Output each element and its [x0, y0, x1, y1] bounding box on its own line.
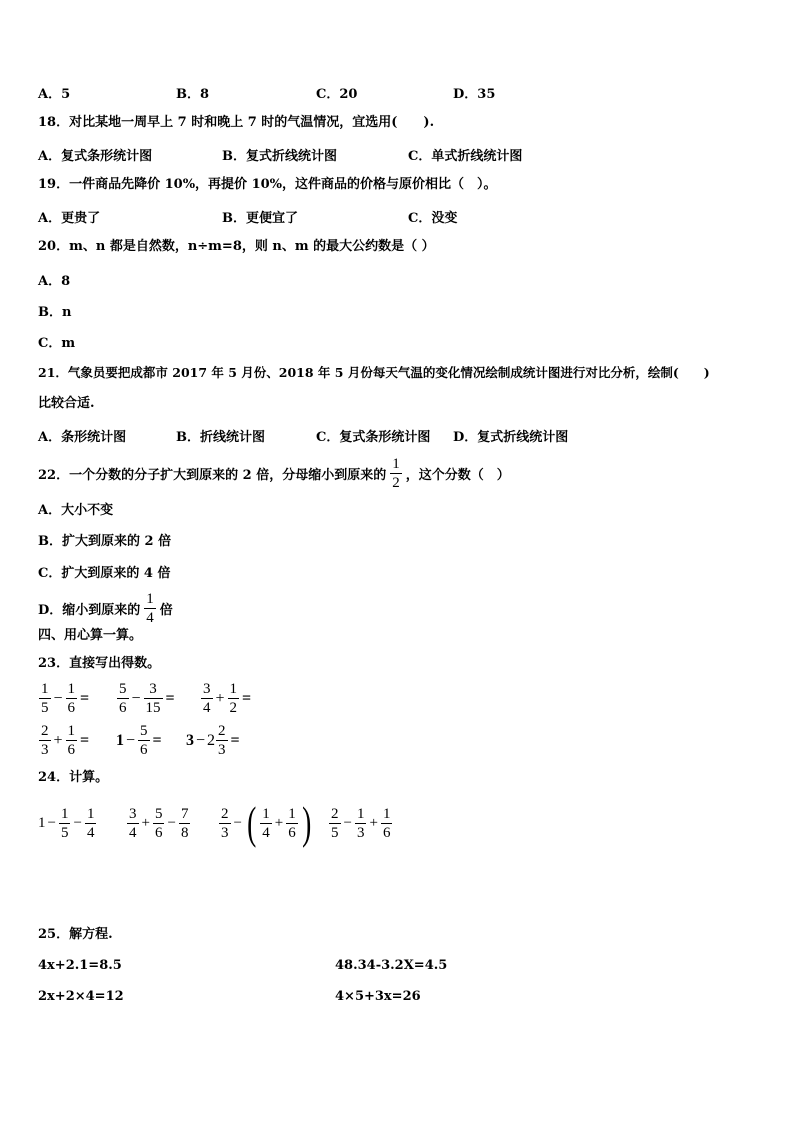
fraction-numerator: 1 [60, 806, 69, 822]
q18-option-c: C．单式折线统计图 [408, 149, 523, 164]
q18-question: 18．对比某地一周早上 7 时和晚上 7 时的气温情况，宜选用( ). [38, 115, 435, 130]
equals-sign: = [165, 689, 175, 707]
q22-option-d [38, 590, 173, 627]
operator: + [53, 731, 63, 749]
q23-expr-5 [116, 722, 164, 759]
whole-number: 1 [38, 815, 46, 831]
fraction-numerator: 5 [154, 806, 163, 822]
q22-fraction [390, 455, 402, 492]
fraction-numerator: 5 [119, 681, 127, 697]
section-heading: 四、用心算一算。 [38, 628, 143, 643]
fraction-denominator: 5 [41, 700, 49, 716]
q17-option-c: C．20 [316, 87, 358, 102]
q22-option-d-before: D．缩小到原来的 [38, 603, 141, 618]
fraction-denominator: 2 [392, 475, 400, 491]
q22-question [38, 455, 510, 492]
fraction-denominator: 4 [129, 825, 137, 841]
fraction-denominator: 3 [356, 825, 365, 841]
fraction-numerator: 1 [67, 681, 76, 697]
q21-option-d: D．复式折线统计图 [453, 430, 569, 445]
q19-question: 19．一件商品先降价 10%，再提价 10%，这件商品的价格与原价相比（ ）。 [38, 177, 497, 192]
equals-sign: = [230, 731, 240, 749]
operator: + [369, 815, 378, 831]
equals-sign: = [152, 731, 162, 749]
fraction-numerator: 3 [129, 806, 137, 822]
fraction-denominator: 4 [146, 610, 154, 626]
fraction-numerator: 2 [218, 723, 226, 739]
q19-option-a: A．更贵了 [38, 211, 101, 226]
q20-option-c: C．m [38, 336, 76, 351]
q25-equation-3: 2x+2×4=12 [38, 989, 124, 1004]
q25-equation-4: 4×5+3x=26 [335, 989, 421, 1004]
q21-option-a: A．条形统计图 [38, 430, 127, 445]
fraction-denominator: 3 [41, 742, 49, 758]
operator: − [233, 814, 242, 831]
fraction-denominator: 3 [218, 742, 226, 758]
fraction-numerator: 1 [392, 456, 400, 472]
q17-option-d: D．35 [453, 87, 496, 102]
q19-option-b: B．更便宜了 [222, 211, 298, 226]
q18-option-a: A．复式条形统计图 [38, 149, 153, 164]
q24-calc-4 [328, 805, 393, 842]
right-parenthesis: ) [301, 797, 312, 848]
q24-title: 24．计算。 [38, 770, 109, 785]
operator: − [73, 815, 82, 831]
q22-option-a: A．大小不变 [38, 503, 114, 518]
operator: − [196, 731, 206, 749]
q23-expr-4 [38, 722, 91, 759]
q21-question-line2: 比较合适. [38, 396, 95, 411]
fraction-numerator: 2 [221, 805, 229, 822]
q25-equation-1: 4x+2.1=8.5 [38, 958, 122, 973]
q17-option-a: A．5 [38, 87, 71, 102]
q22-text-after: ，这个分数（ ） [405, 468, 510, 483]
whole-number: 3 [186, 731, 194, 749]
fraction-denominator: 4 [203, 700, 211, 716]
equals-sign: = [80, 689, 90, 707]
fraction-denominator: 6 [67, 700, 76, 716]
fraction-numerator: 1 [146, 591, 154, 607]
fraction-denominator: 6 [140, 742, 148, 758]
fraction-denominator: 5 [60, 825, 69, 841]
q20-question: 20．m、n 都是自然数，n÷m=8，则 n、m 的最大公约数是（ ） [38, 239, 435, 254]
q19-option-c: C．没变 [408, 211, 458, 226]
q21-question-line1: 21．气象员要把成都市 2017 年 5 月份、2018 年 5 月份每天气温的变化情况绘制成统计图进行对比分析，绘制( ) [38, 365, 710, 380]
fraction-numerator: 2 [41, 723, 49, 739]
operator: − [343, 815, 352, 831]
q21-option-b: B．折线统计图 [176, 430, 265, 445]
fraction-numerator: 1 [86, 806, 95, 822]
q23-title: 23．直接写出得数。 [38, 656, 161, 671]
fraction-denominator: 6 [67, 742, 76, 758]
q23-expr-6 [186, 722, 242, 759]
q24-calc-1 [38, 805, 97, 842]
fraction-denominator: 2 [229, 700, 238, 716]
operator: + [215, 689, 225, 707]
q17-option-b: B．8 [176, 87, 210, 102]
fraction-numerator: 2 [331, 806, 339, 822]
q22-option-b: B．扩大到原来的 2 倍 [38, 534, 172, 549]
fraction-denominator: 6 [119, 700, 127, 716]
fraction-numerator: 1 [229, 681, 238, 697]
fraction-numerator: 1 [262, 805, 270, 822]
q25-title: 25．解方程. [38, 927, 113, 942]
q22-option-d-fraction [144, 590, 156, 627]
whole-number: 1 [116, 731, 124, 749]
q22-option-d-after: 倍 [159, 603, 173, 618]
mixed-whole: 2 [207, 731, 216, 749]
operator: + [141, 815, 150, 831]
fraction-numerator: 1 [356, 806, 365, 822]
left-parenthesis: ( [247, 797, 257, 848]
fraction-numerator: 1 [382, 806, 391, 822]
operator: + [274, 814, 284, 831]
fraction-denominator: 4 [262, 824, 270, 841]
q18-option-b: B．复式折线统计图 [222, 149, 337, 164]
fraction-denominator: 4 [86, 825, 95, 841]
fraction-numerator: 1 [288, 805, 296, 822]
fraction-denominator: 6 [288, 824, 296, 841]
q23-expr-2 [116, 680, 177, 717]
q23-expr-1 [38, 680, 91, 717]
operator: − [53, 689, 63, 707]
fraction-denominator: 15 [145, 700, 161, 716]
q24-calc-3 [218, 797, 314, 848]
operator: − [47, 815, 56, 831]
operator: − [126, 731, 136, 749]
q24-calc-2 [126, 805, 191, 842]
q22-text-before: 22．一个分数的分子扩大到原来的 2 倍，分母缩小到原来的 [38, 468, 387, 483]
fraction-numerator: 3 [149, 681, 157, 697]
fraction-numerator: 1 [41, 681, 49, 697]
q20-option-b: B．n [38, 305, 72, 320]
fraction-numerator: 1 [67, 723, 76, 739]
fraction-numerator: 7 [180, 806, 189, 822]
fraction-denominator: 6 [382, 825, 391, 841]
q25-equation-2: 48.34-3.2X=4.5 [335, 958, 448, 973]
equals-sign: = [80, 731, 90, 749]
fraction-numerator: 3 [203, 681, 211, 697]
q21-option-c: C．复式条形统计图 [316, 430, 431, 445]
q22-option-c: C．扩大到原来的 4 倍 [38, 566, 171, 581]
fraction-denominator: 5 [331, 825, 339, 841]
q20-option-a: A．8 [38, 274, 71, 289]
operator: − [167, 815, 176, 831]
fraction-denominator: 3 [221, 824, 229, 841]
fraction-denominator: 8 [180, 825, 189, 841]
equals-sign: = [242, 689, 252, 707]
fraction-numerator: 5 [140, 723, 148, 739]
q23-expr-3 [200, 680, 253, 717]
fraction-denominator: 6 [154, 825, 163, 841]
operator: − [131, 689, 141, 707]
